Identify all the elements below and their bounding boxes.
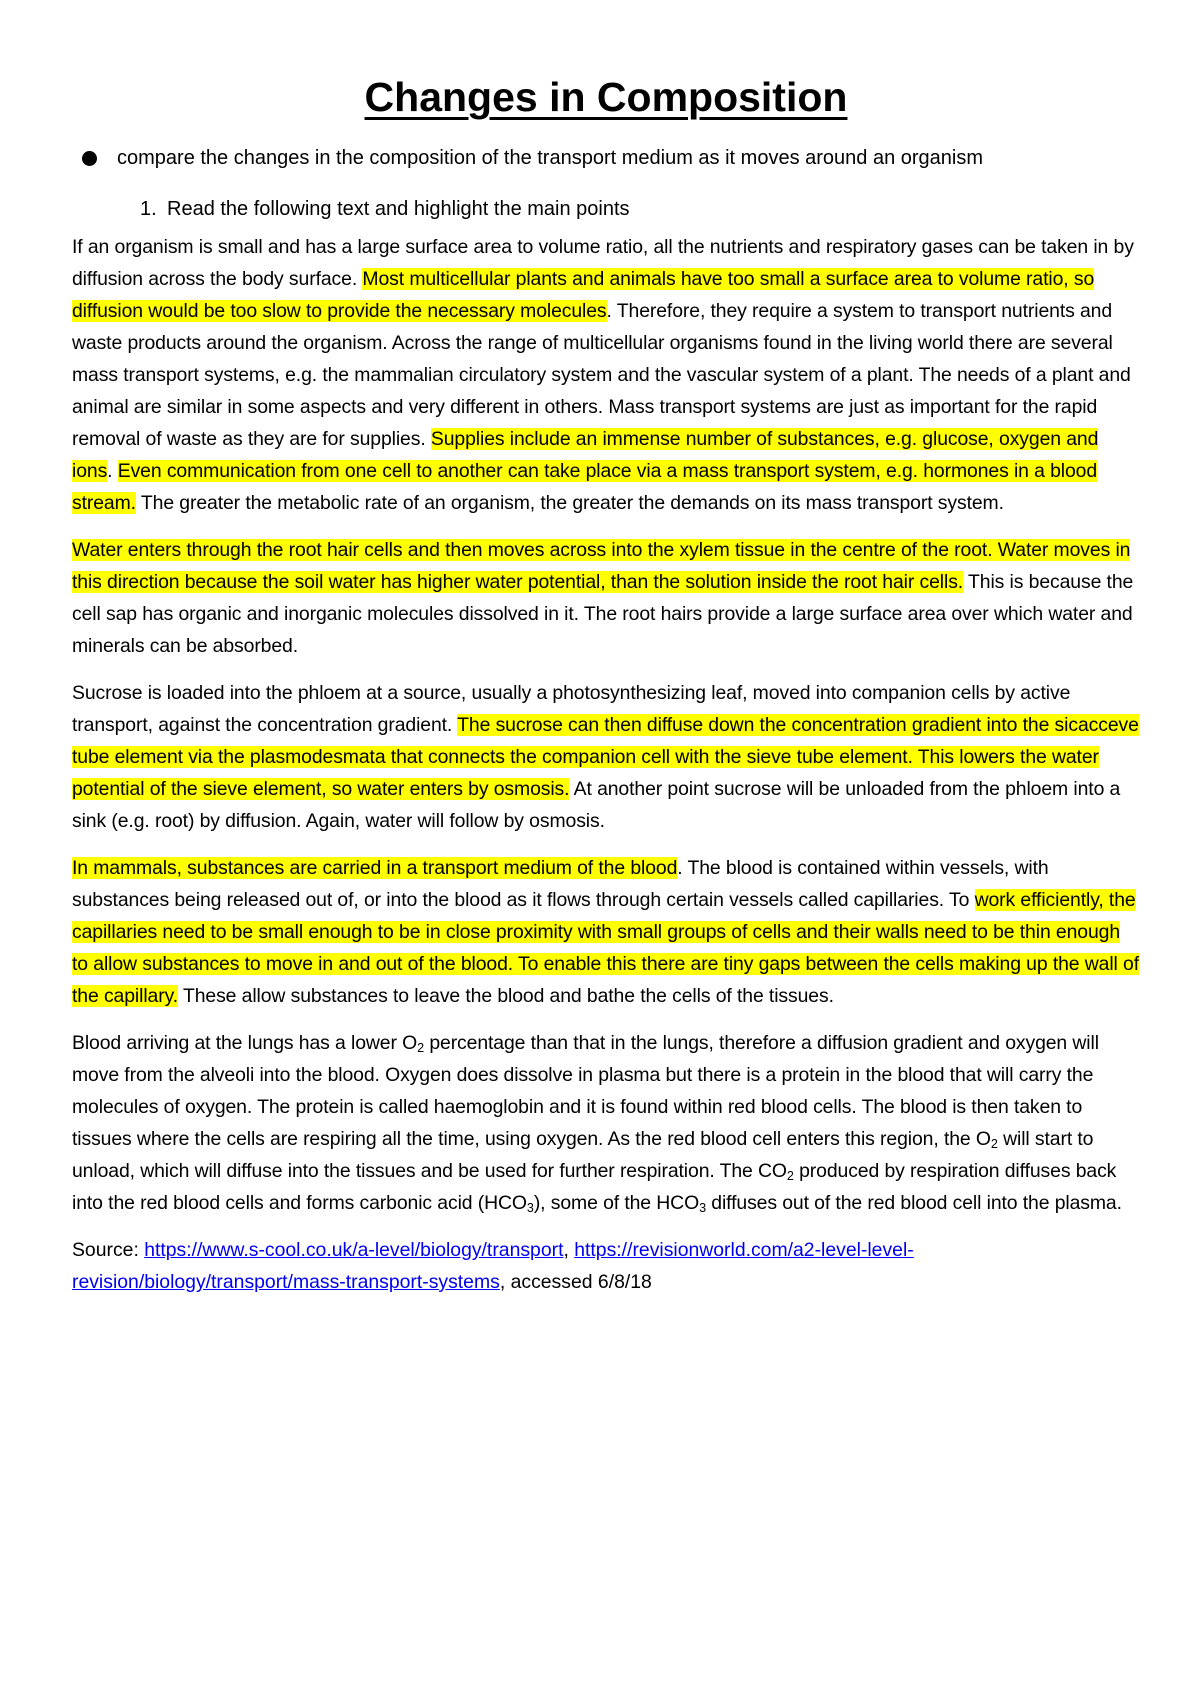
instruction-number: 1. bbox=[140, 198, 157, 220]
highlighted-text: Even communication from one cell to another can take place via a mass transport system, e.g. hormones in a blood stream. bbox=[72, 460, 1098, 514]
text-span: . The blood is contained within vessels, with substances being released out of, or into the blood as it flows through certain vessels called capillaries. To bbox=[72, 857, 1049, 911]
subscript: 3 bbox=[526, 1201, 534, 1216]
subscript: 2 bbox=[786, 1169, 794, 1184]
text-span: percentage than that in the lungs, therefore a diffusion gradient and oxygen will move from the alveoli into the blood. Oxygen does dissolve in plasma but there is a protein in the blood that will carry the molecules of oxygen. The protein is called haemoglobin and it is found within red blood cells. The blood is then taken to tissues where the cells are respiring all the time, using oxygen. As the red blood cell enters this region, the O bbox=[72, 1032, 1099, 1150]
subscript: 3 bbox=[699, 1201, 706, 1216]
text-span: At another point sucrose will be unloaded from the phloem into a sink (e.g. root) by diffusion. Again, water will follow by osmosis. bbox=[72, 778, 1121, 832]
paragraph-mammal-blood bbox=[72, 852, 1140, 1012]
highlighted-text: Most multicellular plants and animals have too small a surface area to volume ratio, so diffusion would be too slow to provide the necessary molecules bbox=[72, 268, 1095, 322]
highlighted-text: work efficiently, the capillaries need to be small enough to be in close proximity with small groups of cells and their walls need to be thin enough to allow substances to move in and out of the blood. To enable this there are tiny gaps between the cells making up the wall of the capillary. bbox=[72, 889, 1140, 1007]
text-span: If an organism is small and has a large surface area to volume ratio, all the nutrients and respiratory gases can be taken in by diffusion across the body surface. bbox=[72, 236, 1134, 290]
subscript: 2 bbox=[417, 1041, 425, 1056]
text-span: Blood arriving at the lungs has a lower O bbox=[72, 1032, 418, 1054]
highlighted-text: Water enters through the root hair cells and then moves across into the xylem tissue in the centre of the root. Water moves in this direction because the soil water has higher water potential, than the solution inside the root hair cells. bbox=[72, 539, 1131, 593]
text-span: produced by respiration diffuses back into the red blood cells and forms carbonic acid (HCO bbox=[72, 1160, 1117, 1214]
text-span: These allow substances to leave the blood and bathe the cells of the tissues. bbox=[178, 985, 834, 1007]
text-span: will start to unload, which will diffuse into the tissues and be used for further respiration. The CO bbox=[72, 1128, 1094, 1182]
text-span: Sucrose is loaded into the phloem at a source, usually a photosynthesizing leaf, moved into companion cells by active transport, against the concentration gradient. bbox=[72, 682, 1071, 736]
source-link-revisionworld[interactable]: https://revisionworld.com/a2-level-level-revision/biology/transport/mass-transport-systems bbox=[72, 1239, 914, 1293]
source-separator: , bbox=[563, 1239, 575, 1261]
source-label: Source: bbox=[72, 1239, 145, 1261]
source-accessed: , accessed 6/8/18 bbox=[499, 1271, 652, 1293]
paragraph-transport-intro bbox=[72, 231, 1140, 519]
instruction-text: Read the following text and highlight the main points bbox=[167, 198, 630, 220]
text-span: ), some of the HCO bbox=[533, 1192, 700, 1214]
objective-text: compare the changes in the composition of the transport medium as it moves around an organism bbox=[117, 147, 984, 169]
text-span: . Therefore, they require a system to transport nutrients and waste products around the organism. Across the range of multicellular organisms found in the living world there are several mass transport systems, e.g. the mammalian circulatory system and the vascular system of a plant. The needs of a plant and animal are similar in some aspects and very different in others. Mass transport systems are just as important for the rapid removal of waste as they are for supplies. bbox=[72, 300, 1131, 450]
objective-bullet bbox=[82, 147, 1140, 170]
highlighted-text: Supplies include an immense number of substances, e.g. glucose, oxygen and ions bbox=[72, 428, 1099, 482]
subscript: 2 bbox=[990, 1137, 998, 1152]
source-link-scool[interactable]: https://www.s-cool.co.uk/a-level/biology/transport bbox=[144, 1239, 564, 1261]
text-span: . bbox=[107, 460, 118, 482]
source-citation bbox=[72, 1234, 1140, 1298]
highlighted-text: In mammals, substances are carried in a transport medium of the blood bbox=[72, 857, 678, 879]
document-page bbox=[72, 74, 1140, 1298]
numbered-instruction bbox=[140, 198, 1140, 221]
paragraph-root-water bbox=[72, 534, 1140, 662]
page-title: Changes in Composition bbox=[364, 74, 848, 120]
text-span: This is because the cell sap has organic and inorganic molecules dissolved in it. The root hairs provide a large surface area over which water and minerals can be absorbed. bbox=[72, 571, 1134, 657]
bullet-dot-icon bbox=[82, 151, 97, 166]
paragraph-oxygen-transport bbox=[72, 1027, 1140, 1219]
highlighted-text: The sucrose can then diffuse down the concentration gradient into the sicacceve tube element via the plasmodesmata that connects the companion cell with the sieve tube element. This lowers the water potential of the sieve element, so water enters by osmosis. bbox=[72, 714, 1139, 800]
paragraph-phloem bbox=[72, 677, 1140, 837]
text-span: diffuses out of the red blood cell into the plasma. bbox=[705, 1192, 1122, 1214]
text-span: The greater the metabolic rate of an organism, the greater the demands on its mass transport system. bbox=[135, 492, 1004, 514]
